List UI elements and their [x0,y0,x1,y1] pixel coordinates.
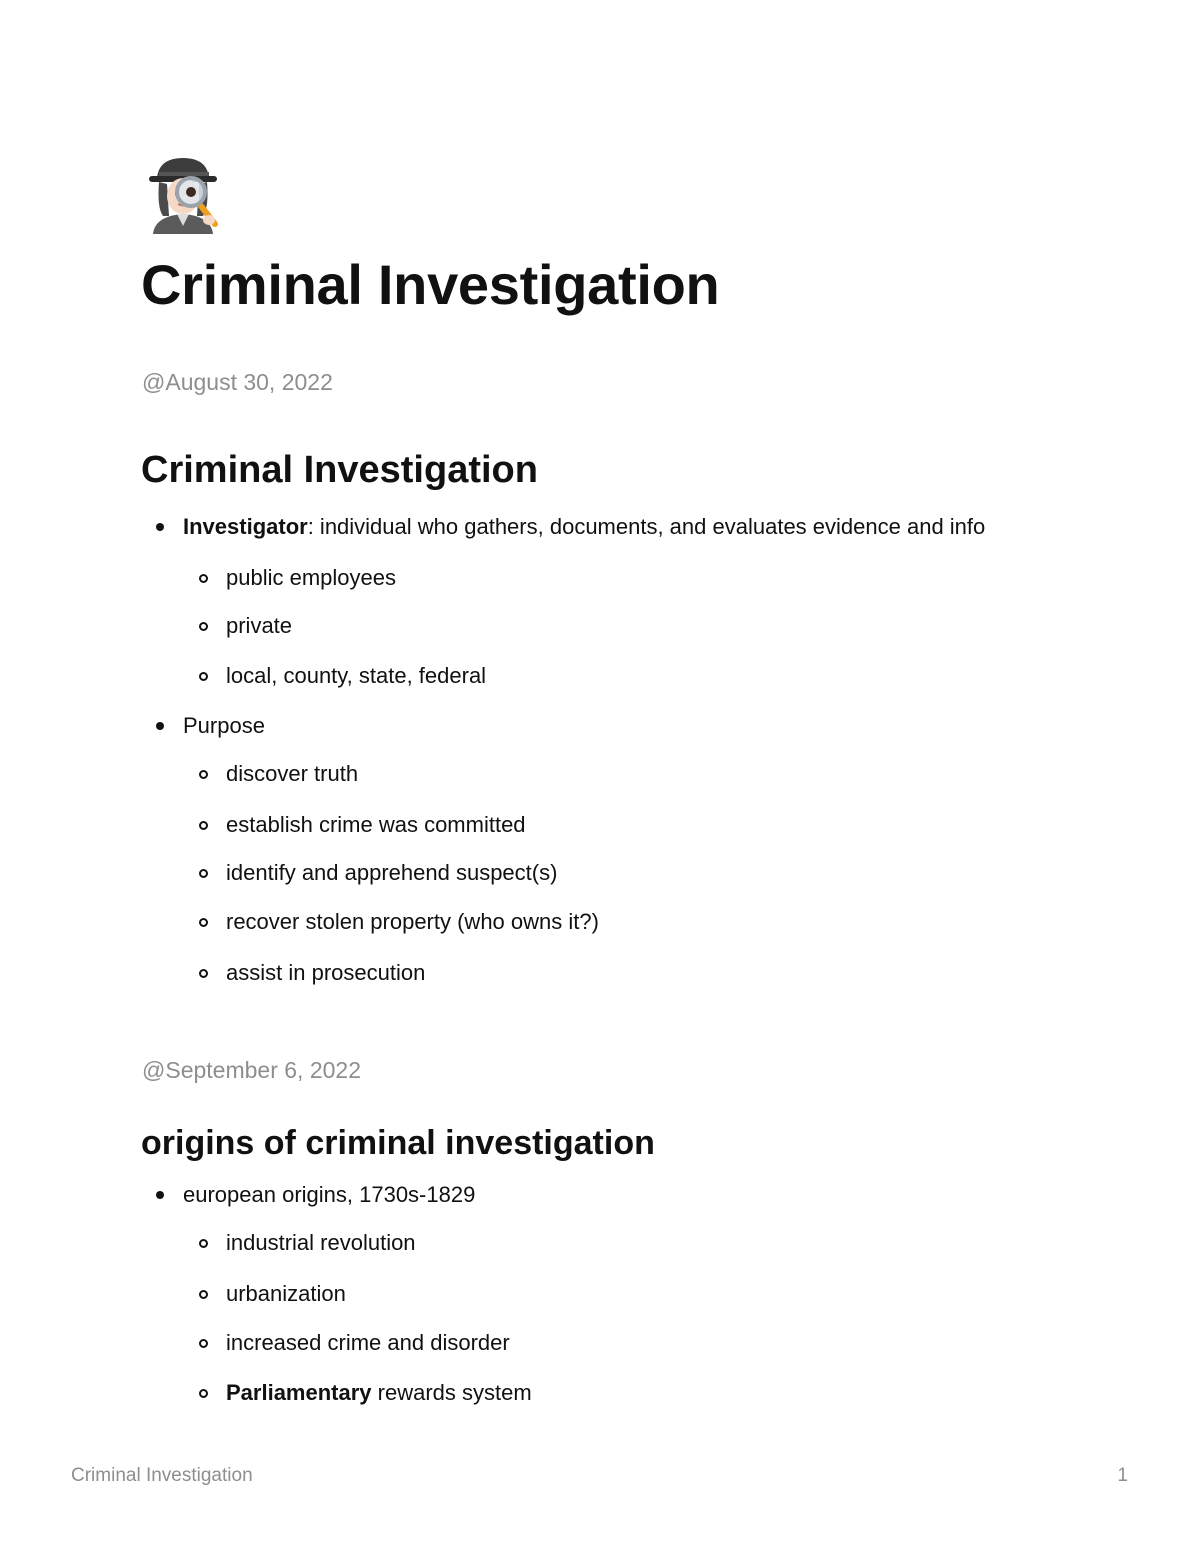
list-item [183,712,265,740]
bullet-circle-icon [199,574,208,583]
section-heading: origins of criminal investigation [141,1124,655,1162]
bullet-circle-icon [199,770,208,779]
list-item-text: increased crime and disorder [226,1330,510,1355]
bullet-circle-icon [199,672,208,681]
page-title: Criminal Investigation [141,253,720,316]
list-item [226,760,358,788]
bullet-circle-icon [199,1389,208,1398]
list-item-text: Purpose [183,713,265,738]
list-item [226,662,486,690]
bullet-circle-icon [199,918,208,927]
bullet-circle-icon [199,869,208,878]
bullet-dot-icon [156,523,164,531]
list-item-text: establish crime was committed [226,812,526,837]
list-item [226,1280,346,1308]
section-heading: Criminal Investigation [141,449,538,491]
list-item-text: discover truth [226,761,359,786]
bullet-circle-icon [199,969,208,978]
detective-icon [143,150,227,234]
bullet-dot-icon [156,722,164,730]
date-mention[interactable]: @September 6, 2022 [142,1057,361,1083]
list-item-text: identify and apprehend suspect(s) [226,860,558,885]
bullet-dot-icon [156,1191,164,1199]
list-item-text: local, county, state, federal [226,663,487,688]
list-item [226,959,425,987]
footer-title: Criminal Investigation [71,1465,253,1486]
bold-term: Parliamentary [226,1380,372,1405]
list-item [226,1229,416,1257]
list-item-text: recover stolen property (who owns it?) [226,909,599,934]
list-item-text: european origins, 1730s-1829 [183,1182,476,1207]
list-item [226,1329,510,1357]
list-item-text: private [226,613,293,638]
page-number: 1 [1117,1465,1128,1486]
list-item-text: rewards system [371,1380,532,1405]
date-mention[interactable]: @August 30, 2022 [142,369,333,395]
list-item [183,1181,475,1209]
list-item-text: urbanization [226,1281,346,1306]
bullet-circle-icon [199,821,208,830]
list-item-text: public employees [226,565,396,590]
bullet-circle-icon [199,1339,208,1348]
list-item [226,859,557,887]
list-item-text: : individual who gathers, documents, and evaluates evidence and info [307,514,986,539]
bold-term: Investigator [183,514,308,539]
bullet-circle-icon [199,1290,208,1299]
list-item-text: industrial revolution [226,1230,416,1255]
list-item [226,908,599,936]
list-item [183,513,985,541]
bullet-circle-icon [199,1239,208,1248]
list-item-text: assist in prosecution [226,960,426,985]
list-item [226,811,526,839]
list-item [226,612,292,640]
bullet-circle-icon [199,622,208,631]
list-item [226,564,396,592]
list-item [226,1379,532,1407]
